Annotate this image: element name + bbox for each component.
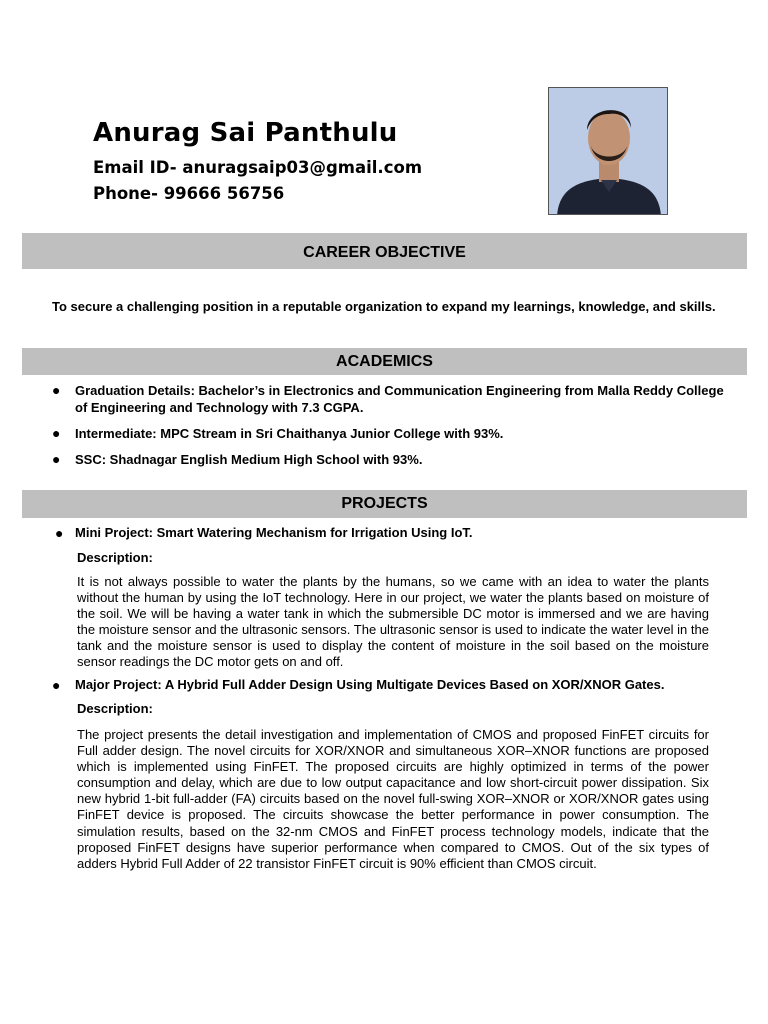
phone-line: Phone- 99666 56756 (93, 184, 285, 203)
academic-intermediate: Intermediate: MPC Stream in Sri Chaithanya Junior College with 93%. (75, 426, 504, 441)
list-item (52, 425, 732, 442)
mini-project-heading-row (55, 525, 735, 540)
person-portrait-icon (549, 88, 668, 215)
bullet-icon: ● (52, 425, 61, 441)
bullet-icon: ● (52, 451, 61, 467)
major-project-description-label: Description: (77, 701, 153, 716)
bullet-icon: ● (52, 382, 61, 398)
bullet-icon: ● (52, 677, 61, 693)
list-item (52, 451, 732, 468)
major-project-description: The project presents the detail investigation and implementation of CMOS and proposed FinFET circuits for Full adder design. The novel circuits for XOR/XNOR and simultaneous XOR–XNOR functions are proposed which is implemented using FinFET. The proposed circuits are highly optimized in terms of the power consumption and delay, which are due to low output capacitance and low short-circuit power dissipation. Six new hybrid 1-bit full-adder (FA) circuits based on the novel full-swing XOR–XNOR or XOR/XNOR gates using FinFET device is proposed. The circuits showcase the better performance in power consumption. The simulation results, based on the 32-nm CMOS and FinFET process technology models, indicate that the proposed FinFET designs have superior performance when compared to CMOS. Out of the six types of adders Hybrid Full Adder of 22 transistor FinFET circuit is 90% efficient than CMOS circuit. (77, 727, 709, 871)
profile-photo (548, 87, 668, 215)
mini-project-description-label: Description: (77, 550, 153, 565)
list-item (52, 382, 732, 416)
email-line: Email ID- anuragsaip03@gmail.com (93, 158, 423, 177)
career-objective-text: To secure a challenging position in a reputable organization to expand my learnings, knowledge, and skills. (52, 299, 716, 314)
major-project-heading: Major Project: A Hybrid Full Adder Design Using Multigate Devices Based on XOR/XNOR Gates. (75, 677, 665, 692)
academics-heading: ACADEMICS (22, 348, 747, 375)
mini-project-description: It is not always possible to water the plants by the humans, so we came with an idea to water the plants without the human by using the IoT technology. Here in our project, we water the plants based on moisture of the soil. We will be having a water tank in which the submersible DC motor is immersed and we are having the moisture sensor and the ultrasonic sensors. The ultrasonic sensor is used to indicate the water level in the tank and the moisture sensor is used to display the content of moisture in the soil based on the moisture sensor readings the DC motor gets on and off. (77, 574, 709, 670)
projects-heading: PROJECTS (22, 490, 747, 518)
academic-graduation: Graduation Details: Bachelor’s in Electronics and Communication Engineering from Malla Reddy College of Engineering and Technology with 7.3 CGPA. (75, 383, 724, 415)
major-project-heading-row (52, 677, 735, 693)
candidate-name: Anurag Sai Panthulu (93, 118, 398, 148)
academic-ssc: SSC: Shadnagar English Medium High School with 93%. (75, 452, 423, 467)
career-objective-heading: CAREER OBJECTIVE (22, 233, 747, 269)
bullet-icon: ● (55, 525, 64, 541)
mini-project-heading: Mini Project: Smart Watering Mechanism for Irrigation Using IoT. (75, 525, 473, 540)
academics-list (52, 382, 732, 477)
